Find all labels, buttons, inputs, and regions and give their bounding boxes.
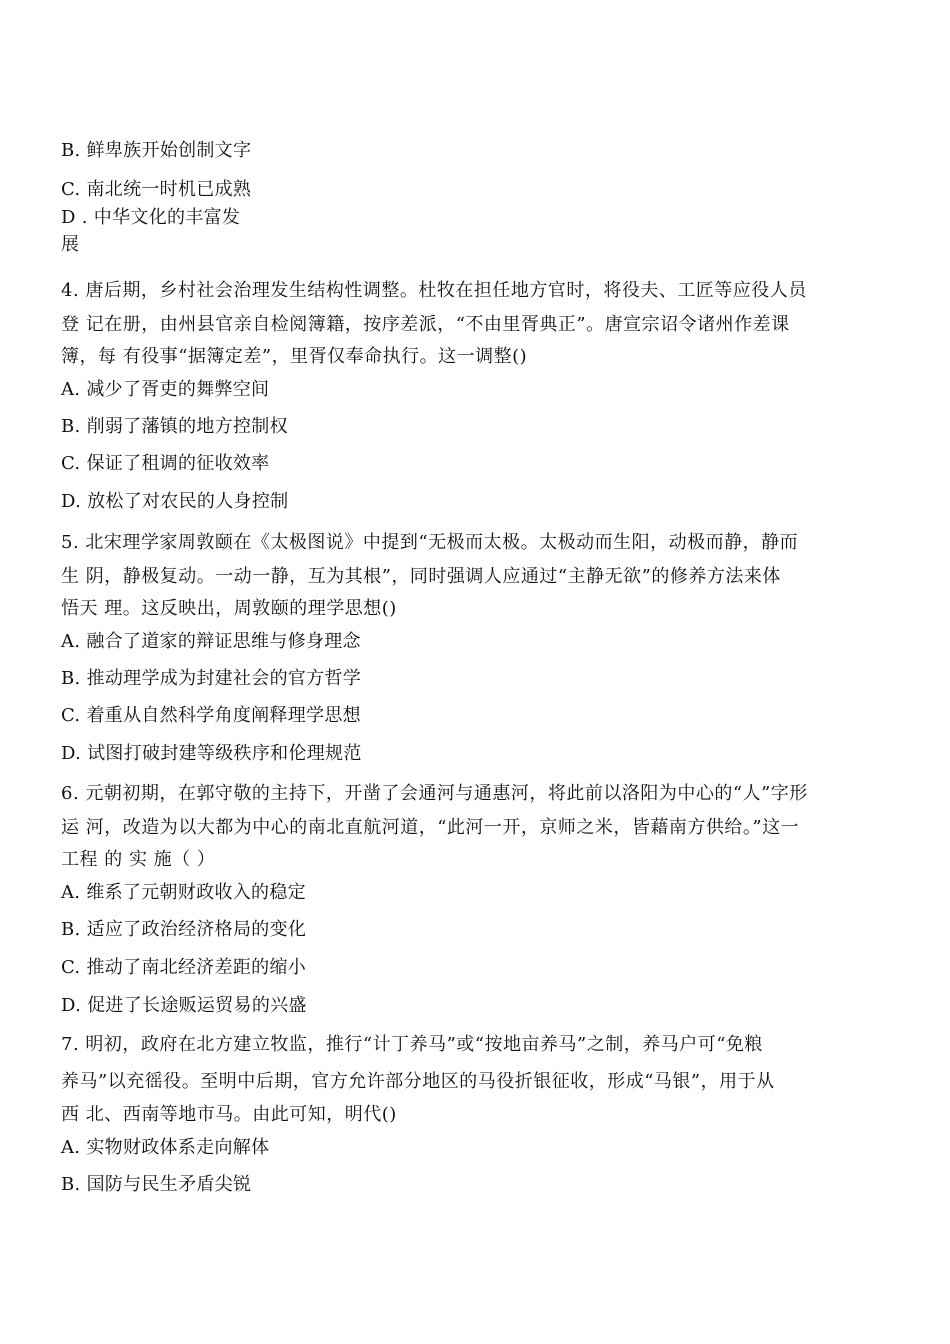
- q3-option-b: B. 鲜卑族开始创制文字: [61, 140, 252, 161]
- q6-stem-line-3: 工程 的 实 施（ ）: [61, 849, 216, 870]
- q6-option-b: B. 适应了政治经济格局的变化: [61, 919, 307, 940]
- q6-option-c: C. 推动了南北经济差距的缩小: [61, 957, 307, 978]
- q7-option-a: A. 实物财政体系走向解体: [61, 1137, 270, 1158]
- q5-option-c: C. 着重从自然科学角度阐释理学思想: [61, 705, 361, 726]
- q5-stem-line-2: 生 阴，静极复动。一动一静，互为其根”，同时强调人应通过“主静无欲”的修养方法来体: [61, 566, 781, 587]
- q4-stem-line-3: 簿，每 有役事“据簿定差”，里胥仅奉命执行。这一调整(): [61, 346, 528, 367]
- q5-option-d: D. 试图打破封建等级秩序和伦理规范: [61, 743, 362, 764]
- q5-stem-line-1: 5. 北宋理学家周敦颐在《太极图说》中提到“无极而太极。太极动而生阳，动极而静，静而: [61, 532, 799, 553]
- q4-option-d: D. 放松了对农民的人身控制: [61, 491, 289, 512]
- q5-option-a: A. 融合了道家的辩证思维与修身理念: [61, 631, 361, 652]
- q7-stem-line-2: 养马”以充徭役。至明中后期，官方允许部分地区的马役折银征收，形成“马银”，用于从: [61, 1071, 775, 1092]
- q6-stem-line-2: 运 河，改造为以大都为中心的南北直航河道，“此河一开，京师之米，皆藉南方供给。”这一: [61, 817, 800, 838]
- q6-option-a: A. 维系了元朝财政收入的稳定: [61, 882, 306, 903]
- q4-stem-line-2: 登 记在册，由州县官亲自检阅簿籍，按序差派，“不由里胥典正”。唐宣宗诏令诸州作差课: [61, 314, 790, 335]
- q6-option-d: D. 促进了长途贩运贸易的兴盛: [61, 995, 307, 1016]
- q3-option-d-continued: 展: [61, 234, 80, 255]
- q6-stem-line-1: 6. 元朝初期，在郭守敬的主持下，开凿了会通河与通惠河，将此前以洛阳为中心的“人”字形: [61, 783, 808, 804]
- q4-option-c: C. 保证了租调的征收效率: [61, 453, 270, 474]
- q7-option-b: B. 国防与民生矛盾尖锐: [61, 1174, 252, 1195]
- q3-option-d: D . 中华文化的丰富发: [61, 207, 241, 228]
- q4-stem-line-1: 4. 唐后期，乡村社会治理发生结构性调整。杜牧在担任地方官时，将役夫、工匠等应役人员: [61, 280, 807, 301]
- q4-option-a: A. 减少了胥吏的舞弊空间: [61, 379, 270, 400]
- q7-stem-line-3: 西 北、西南等地市马。由此可知，明代(): [61, 1104, 397, 1125]
- q4-option-b: B. 削弱了藩镇的地方控制权: [61, 416, 288, 437]
- q7-stem-line-1: 7. 明初，政府在北方建立牧监，推行“计丁养马”或“按地亩养马”之制，养马户可“免粮: [61, 1034, 763, 1055]
- q3-option-c: C. 南北统一时机已成熟: [61, 179, 252, 200]
- q5-stem-line-3: 悟天 理。这反映出，周敦颐的理学思想(): [61, 598, 397, 619]
- q5-option-b: B. 推动理学成为封建社会的官方哲学: [61, 668, 362, 689]
